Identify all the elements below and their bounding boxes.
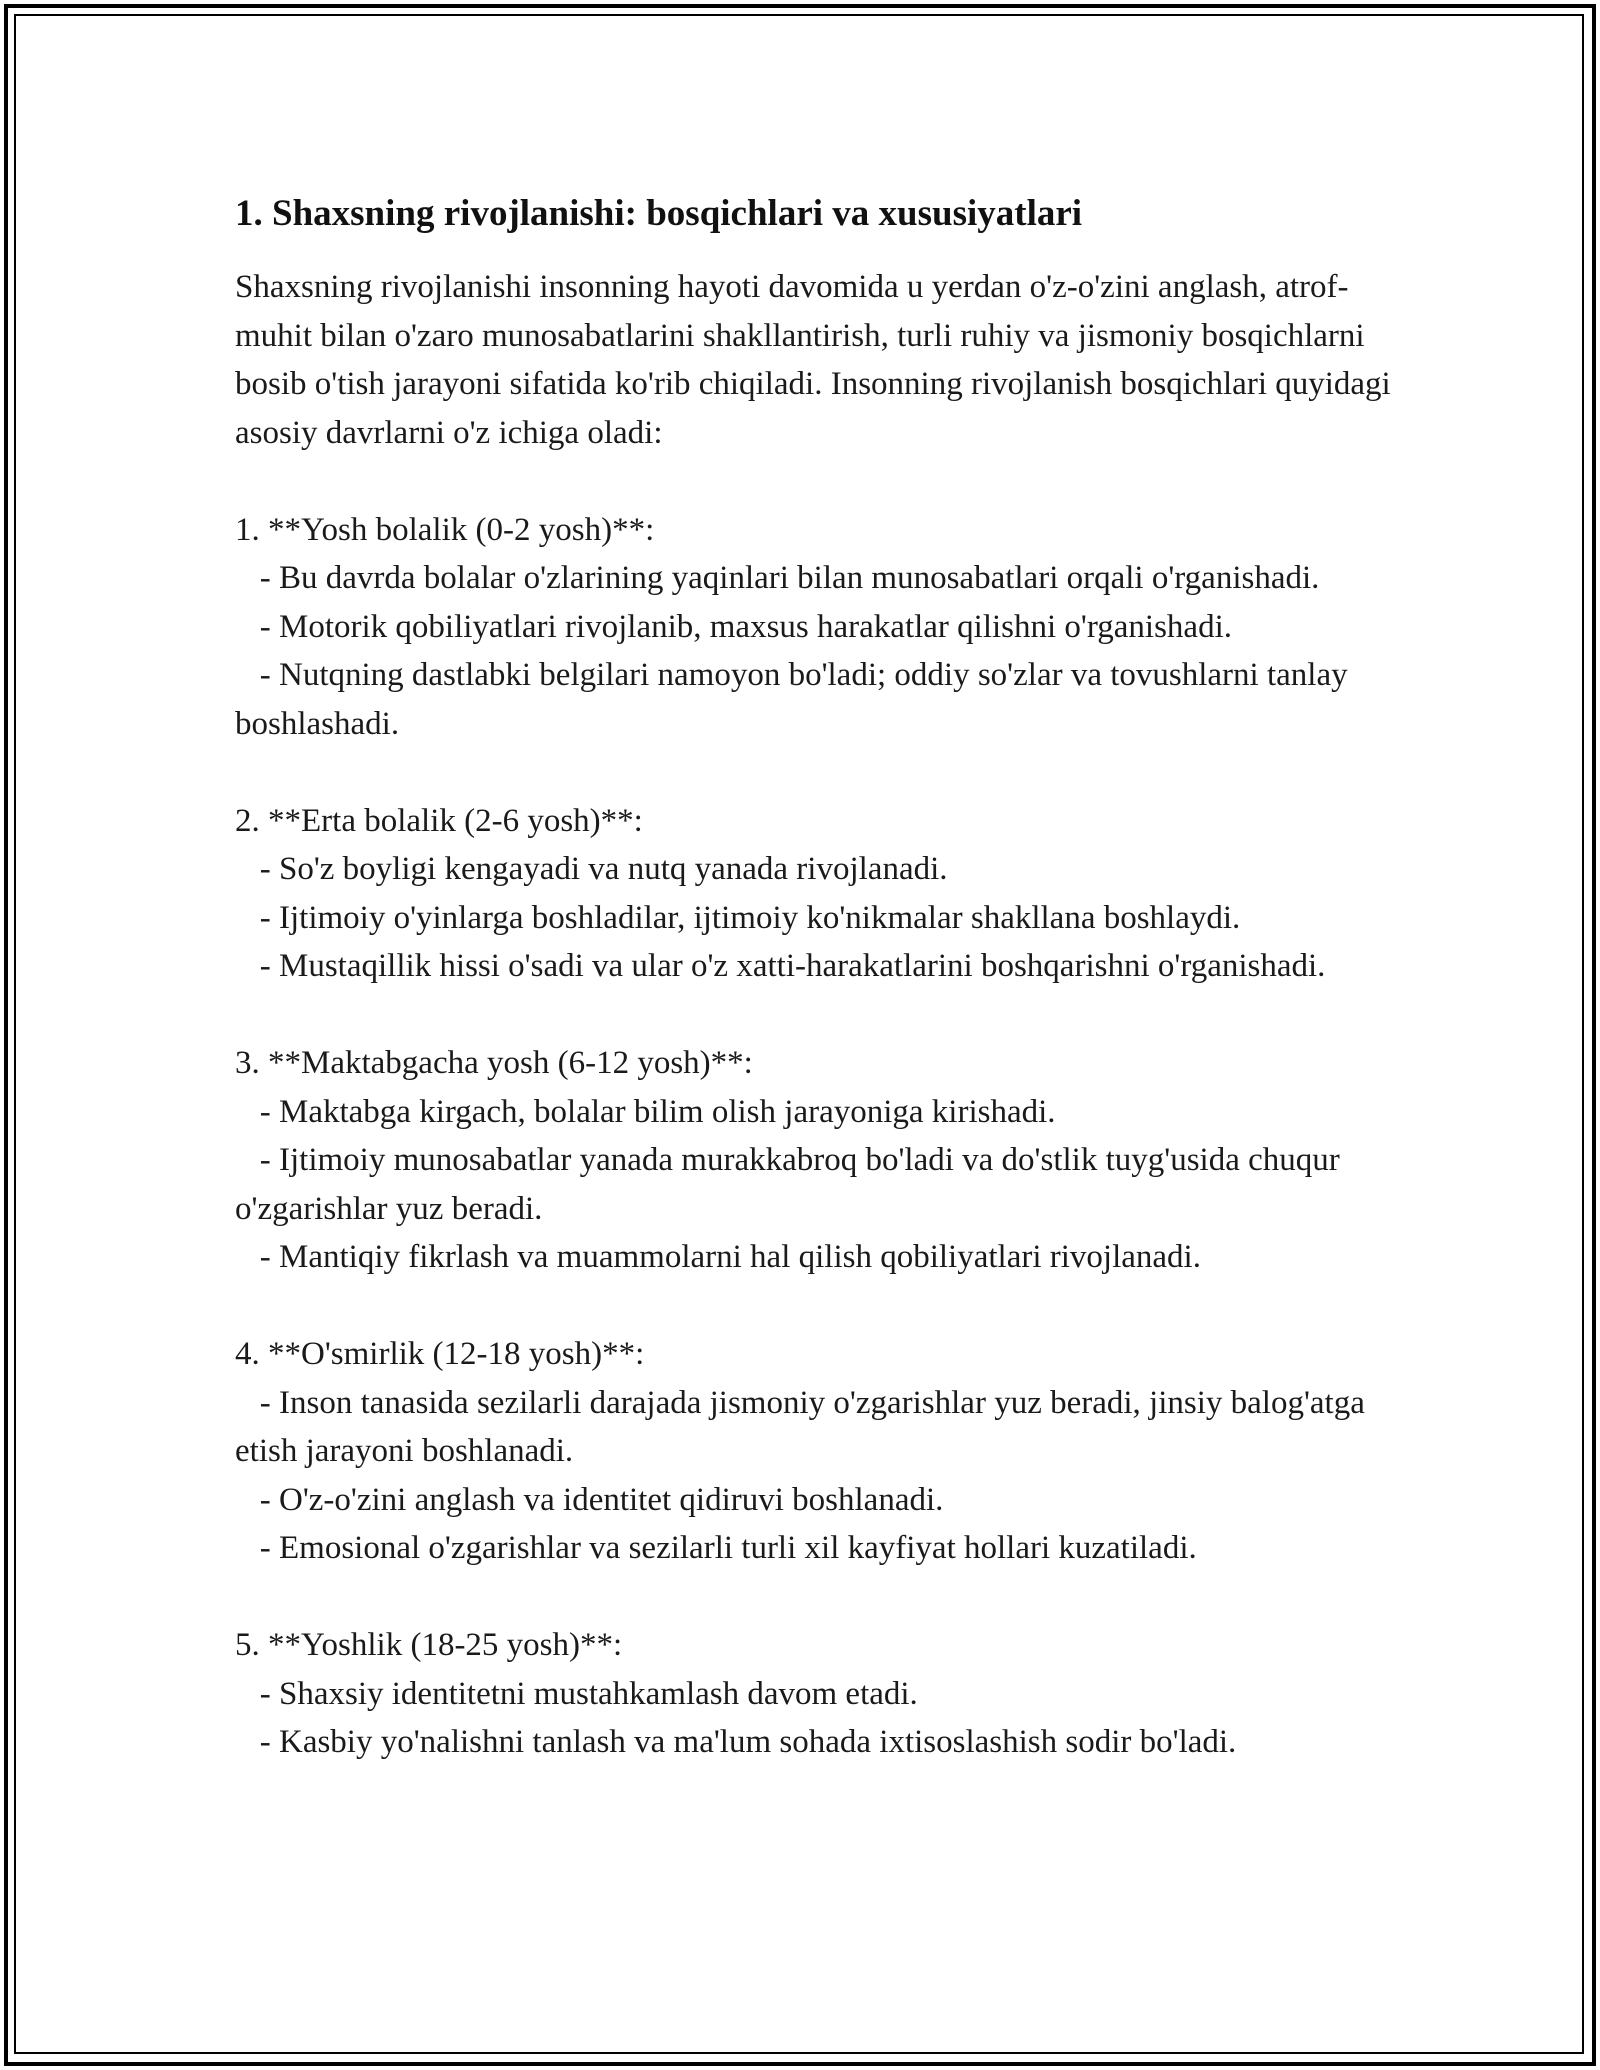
stage-item: - O'z-o'zini anglash va identitet qidiruvi boshlanadi. [235, 1481, 944, 1518]
stage-title: 3. **Maktabgacha yosh (6-12 yosh)**: [235, 1045, 753, 1081]
stage-title: 2. **Erta bolalik (2-6 yosh)**: [235, 802, 643, 839]
stage-section [235, 1330, 1395, 1573]
stage-item: - Mantiqiy fikrlash va muammolarni hal qilish qobiliyatlari rivojlanadi. [235, 1239, 1201, 1275]
stage-item: - Mustaqillik hissi o'sadi va ular o'z xatti-harakatlarini boshqarishni o'rganishadi. [235, 948, 1326, 984]
stage-item: - Nutqning dastlabki belgilari namoyon bo'ladi; oddiy so'zlar va tovushlarni tanlay boshlashadi. [235, 657, 1356, 742]
stage-item: - Maktabga kirgach, bolalar bilim olish jarayoniga kirishadi. [235, 1093, 1056, 1130]
intro-paragraph: Shaxsning rivojlanishi insonning hayoti davomida u yerdan o'z-o'zini anglash, atrof-muhit bilan o'zaro munosabatlarini shakllantirish, turli ruhiy va jismoniy bosqichlarni bosib o'tish jarayoni sifatida ko'rib chiqiladi. Insonning rivojlanish bosqichlari quyidagi asosiy davrlarni o'z ichiga oladi: [235, 269, 1391, 451]
stage-item: - Kasbiy yo'nalishni tanlash va ma'lum sohada ixtisoslashish sodir bo'ladi. [235, 1724, 1237, 1760]
stage-section [235, 1039, 1395, 1282]
stage-section [235, 1621, 1395, 1767]
stage-item: - Emosional o'zgarishlar va sezilarli turli xil kayfiyat hollari kuzatiladi. [235, 1530, 1197, 1566]
stage-section [235, 797, 1395, 991]
stage-title: 1. **Yosh bolalik (0-2 yosh)**: [235, 511, 655, 548]
stage-section [235, 506, 1395, 749]
stage-title: 4. **O'smirlik (12-18 yosh)**: [235, 1336, 645, 1372]
stage-item: - Ijtimoiy o'yinlarga boshladilar, ijtimoiy ko'nikmalar shakllana boshlaydi. [235, 899, 1241, 936]
stage-item: - Shaxsiy identitetni mustahkamlash davom etadi. [235, 1675, 918, 1712]
stage-item: - Bu davrda bolalar o'zlarining yaqinlari bilan munosabatlari orqali o'rganishadi. [235, 560, 1320, 596]
stage-item: - Motorik qobiliyatlari rivojlanib, maxsus harakatlar qilishni o'rganishadi. [235, 608, 1232, 645]
document-body [235, 186, 1395, 1767]
stage-item: - Ijtimoiy munosabatlar yanada murakkabroq bo'ladi va do'stlik tuyg'usida chuqur o'zgarishlar yuz beradi. [235, 1142, 1349, 1227]
page-title: 1. Shaxsning rivojlanishi: bosqichlari va xususiyatlari [235, 193, 1083, 234]
stage-title: 5. **Yoshlik (18-25 yosh)**: [235, 1627, 623, 1663]
stage-item: - So'z boyligi kengayadi va nutq yanada rivojlanadi. [235, 851, 948, 887]
stage-item: - Inson tanasida sezilarli darajada jismoniy o'zgarishlar yuz beradi, jinsiy balog'atga etish jarayoni boshlanadi. [235, 1384, 1374, 1469]
